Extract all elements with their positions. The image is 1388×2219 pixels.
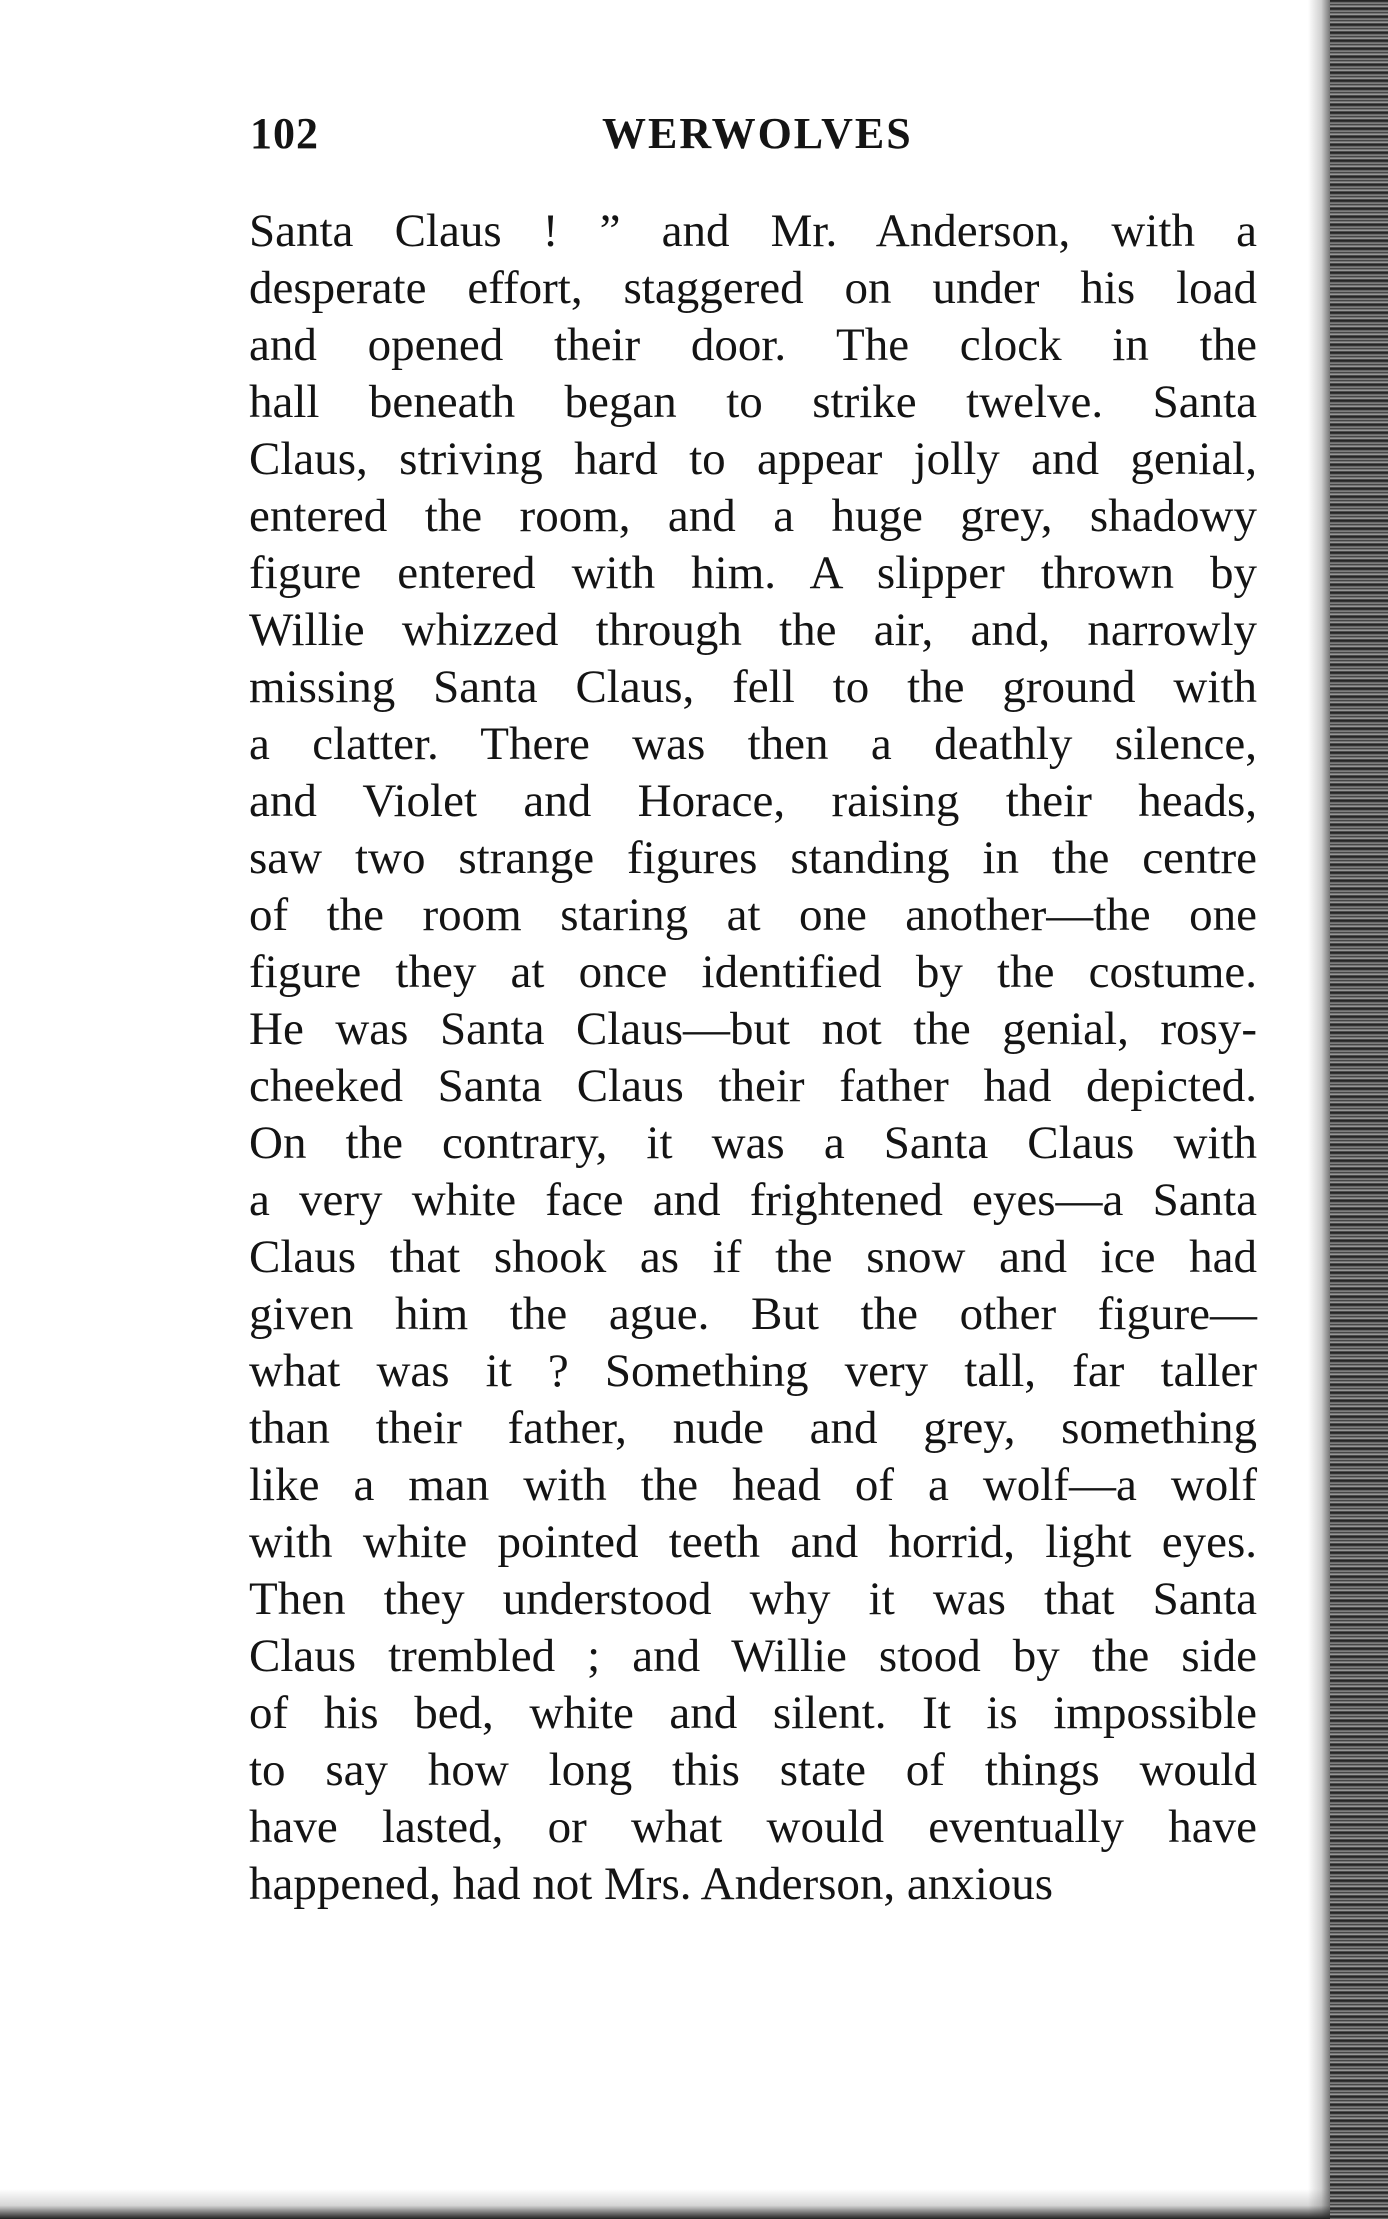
text-line: of the room staring at one another—the one <box>249 889 1257 941</box>
body-text <box>249 203 1257 1913</box>
text-line: He was Santa Claus—but not the genial, rosy- <box>249 1003 1257 1055</box>
text-line: a very white face and frightened eyes—a Santa <box>249 1174 1257 1226</box>
text-line: Claus trembled ; and Willie stood by the side <box>249 1630 1257 1682</box>
text-line: like a man with the head of a wolf—a wolf <box>249 1459 1257 1511</box>
text-line: and Violet and Horace, raising their heads, <box>249 775 1257 827</box>
text-line: hall beneath began to strike twelve. Santa <box>249 376 1257 428</box>
text-line: of his bed, white and silent. It is impossible <box>249 1687 1257 1739</box>
page-edge-shadow <box>1308 0 1330 2219</box>
text-line: a clatter. There was then a deathly silence, <box>249 718 1257 770</box>
text-line: than their father, nude and grey, something <box>249 1402 1257 1454</box>
text-line: entered the room, and a huge grey, shadowy <box>249 490 1257 542</box>
page-edge <box>1330 0 1388 2219</box>
text-line: figure they at once identified by the costume. <box>249 946 1257 998</box>
text-line: figure entered with him. A slipper thrown by <box>249 547 1257 599</box>
text-line: what was it ? Something very tall, far taller <box>249 1345 1257 1397</box>
text-line: to say how long this state of things would <box>249 1744 1257 1796</box>
bottom-page-edge <box>0 2189 1330 2219</box>
text-line: desperate effort, staggered on under his load <box>249 262 1257 314</box>
text-line: with white pointed teeth and horrid, light eyes. <box>249 1516 1257 1568</box>
text-line: On the contrary, it was a Santa Claus with <box>249 1117 1257 1169</box>
text-line: Claus, striving hard to appear jolly and genial, <box>249 433 1257 485</box>
text-line: Then they understood why it was that Santa <box>249 1573 1257 1625</box>
running-title: WERWOLVES <box>602 109 913 158</box>
text-line: Santa Claus ! ” and Mr. Anderson, with a <box>249 205 1257 257</box>
text-line: saw two strange figures standing in the centre <box>249 832 1257 884</box>
page-number: 102 <box>250 109 319 158</box>
text-line: happened, had not Mrs. Anderson, anxious <box>249 1858 1054 1910</box>
text-line: given him the ague. But the other figure— <box>249 1288 1257 1340</box>
text-line: missing Santa Claus, fell to the ground with <box>249 661 1257 713</box>
text-line: Claus that shook as if the snow and ice had <box>249 1231 1257 1283</box>
text-line: cheeked Santa Claus their father had depicted. <box>249 1060 1257 1112</box>
running-head <box>250 108 1258 168</box>
text-line: have lasted, or what would eventually have <box>249 1801 1257 1853</box>
text-line: Willie whizzed through the air, and, narrowly <box>249 604 1257 656</box>
text-line: and opened their door. The clock in the <box>249 319 1257 371</box>
